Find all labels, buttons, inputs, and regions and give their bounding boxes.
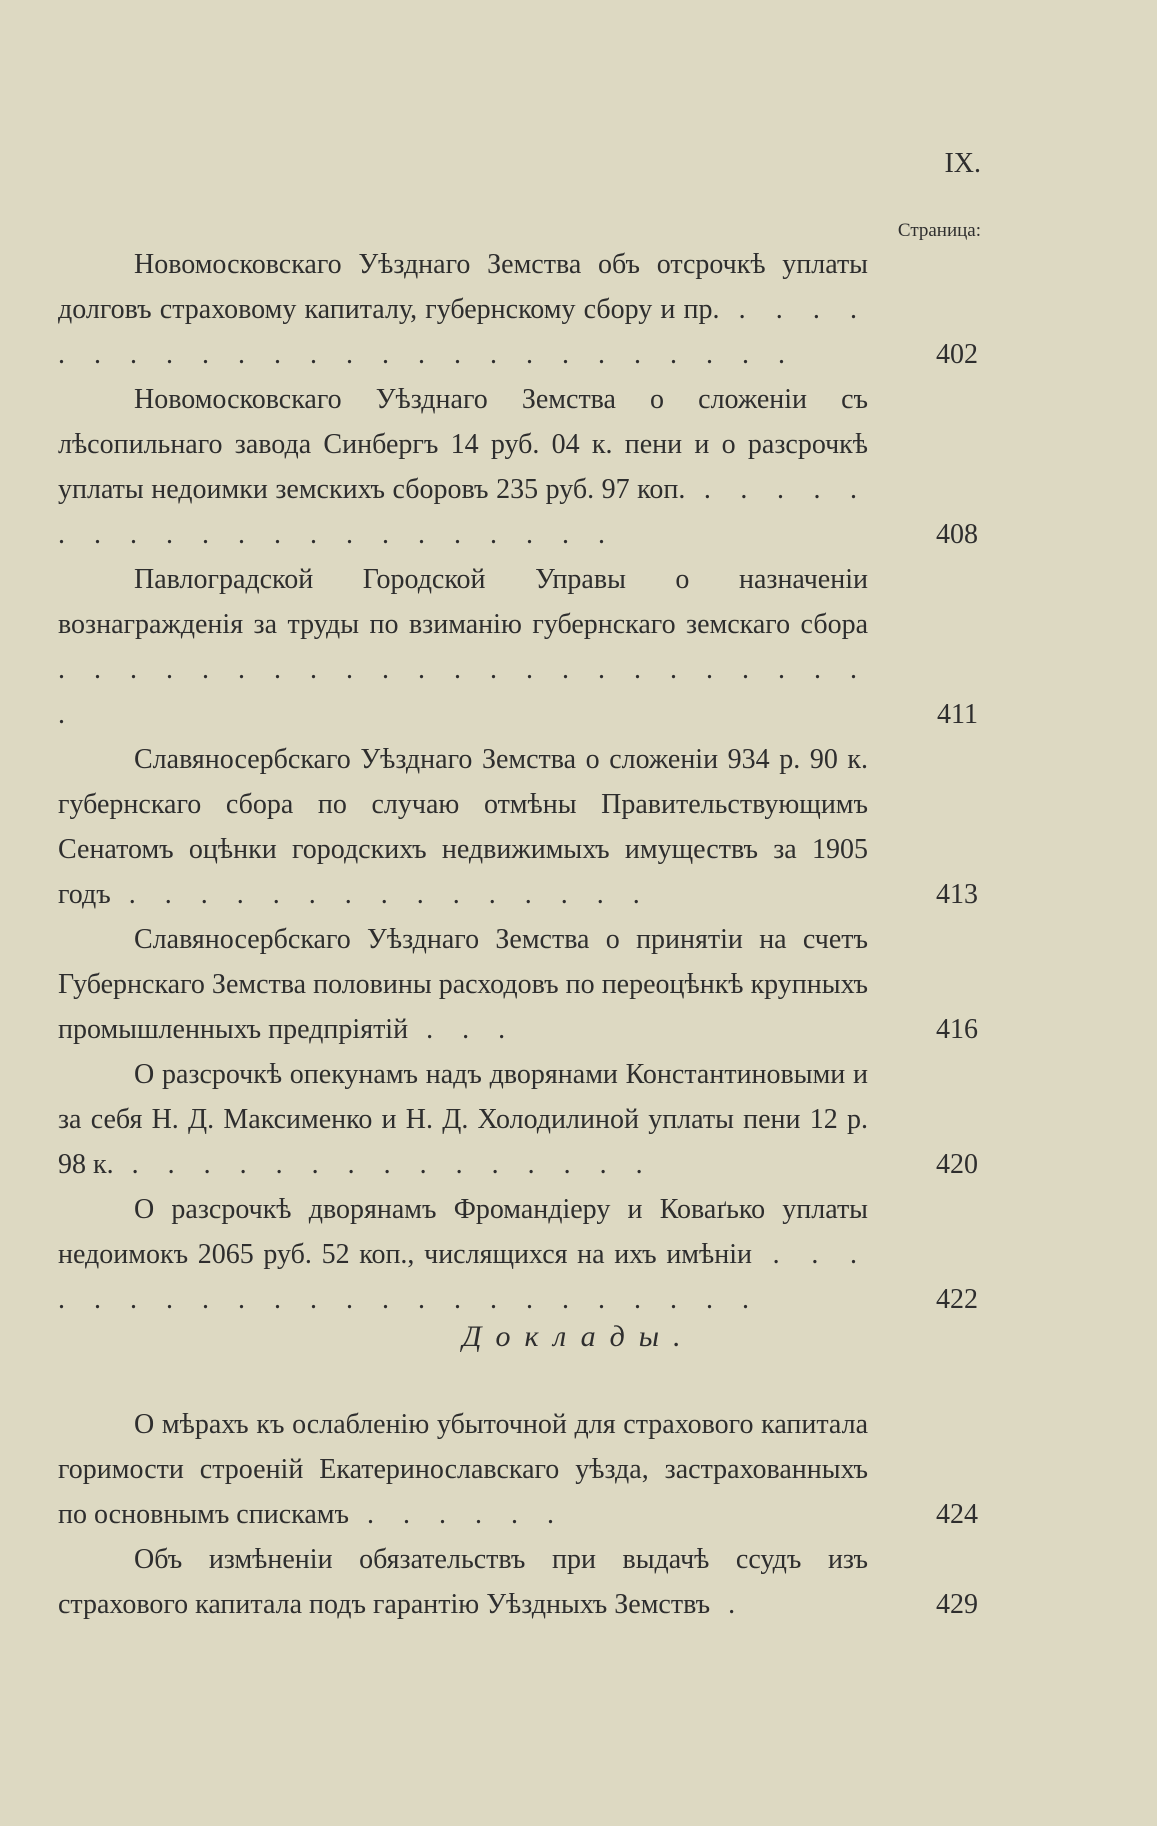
- entry-page-number: 429: [936, 1589, 978, 1620]
- entry-page-number: 411: [937, 699, 978, 730]
- entry-page-number: 420: [936, 1149, 978, 1180]
- entry-page-number: 424: [936, 1499, 978, 1530]
- toc-entry: [58, 377, 978, 557]
- dot-leaders: . . . . . .: [348, 1499, 565, 1530]
- dot-leaders: . . . . . . . . . . . . . . . . . . . . .: [58, 474, 868, 550]
- dot-leaders: . . . . . . . . . . . . . . . . . . . . . . .: [58, 1239, 868, 1315]
- entry-page-number: 402: [936, 339, 978, 370]
- dot-leaders: . . .: [408, 1014, 517, 1045]
- entry-text: Новомосковскаго Уѣзднаго Земства о сложенiи съ лѣсопильнаго завода Синбергъ 14 руб. 04 к. пени и о разсрочкѣ уплаты недоимки земскихъ сборовъ 235 руб. 97 коп.: [58, 384, 868, 505]
- dot-leaders: . . . . . . . . . . . . . . . . . . . . . . . .: [58, 654, 868, 730]
- entry-text: О разсрочкѣ опекунамъ надъ дворянами Константиновыми и за себя Н. Д. Максименко и Н. Д. Холодилиной уплаты пени 12 р. 98 к.: [58, 1059, 868, 1180]
- table-of-contents: [58, 242, 978, 1322]
- dot-leaders: . . . . . . . . . . . . . . .: [110, 879, 651, 910]
- toc-entry: [58, 557, 978, 737]
- entry-page-number: 413: [936, 879, 978, 910]
- dot-leaders: . . . . . . . . . . . . . . .: [113, 1149, 654, 1180]
- toc-entry: [58, 917, 978, 1052]
- dot-leaders: . . . . . . . . . . . . . . . . . . . . . . . . .: [58, 294, 868, 370]
- toc-entry: [58, 1402, 978, 1537]
- toc-entry: [58, 1052, 978, 1187]
- entry-page-number: 416: [936, 1014, 978, 1045]
- toc-entry: [58, 1537, 978, 1627]
- dot-leaders: .: [710, 1589, 747, 1620]
- toc-entry: [58, 242, 978, 377]
- entry-text: Новомосковскаго Уѣзднаго Земства объ отсрочкѣ уплаты долговъ страховому капиталу, губернскому сбору и пр.: [58, 249, 868, 325]
- toc-entry: [58, 737, 978, 917]
- toc-entry: [58, 1187, 978, 1322]
- entry-text: Славяносербскаго Уѣзднаго Земства о принятiи на счетъ Губернскаго Земства половины расходовъ по переоцѣнкѣ крупныхъ промышленныхъ предпрiятiй: [58, 924, 868, 1045]
- entry-page-number: 408: [936, 519, 978, 550]
- entry-text: Павлоградской Городской Управы о назначенiи вознагражденiя за труды по взиманiю губернскаго земскаго сбора: [58, 564, 868, 640]
- entry-text: Славяносербскаго Уѣзднаго Земства о сложенiи 934 р. 90 к. губернскаго сбора по случаю отмѣны Правительствующимъ Сенатомъ оцѣнки городскихъ недвижимыхъ имуществъ за 1905 годъ: [58, 744, 868, 910]
- page-number: IX.: [944, 148, 981, 179]
- entry-page-number: 422: [936, 1284, 978, 1315]
- entry-text: Объ измѣненiи обязательствъ при выдачѣ ссудъ изъ страхового капитала подъ гарантiю Уѣздныхъ Земствъ: [58, 1544, 868, 1620]
- page-column-label: Страница:: [897, 220, 981, 241]
- entry-text: О мѣрахъ къ ослабленiю убыточной для страхового капитала горимости строенiй Екатеринославскаго уѣзда, застрахованныхъ по основнымъ спискамъ: [58, 1409, 868, 1530]
- entry-text: О разсрочкѣ дворянамъ Фромандiеру и Коваґько уплаты недоимокъ 2065 руб. 52 коп., числящихся на ихъ имѣнiи: [58, 1194, 868, 1270]
- reports-list: [58, 1402, 978, 1627]
- section-heading: Доклады.: [462, 1320, 695, 1353]
